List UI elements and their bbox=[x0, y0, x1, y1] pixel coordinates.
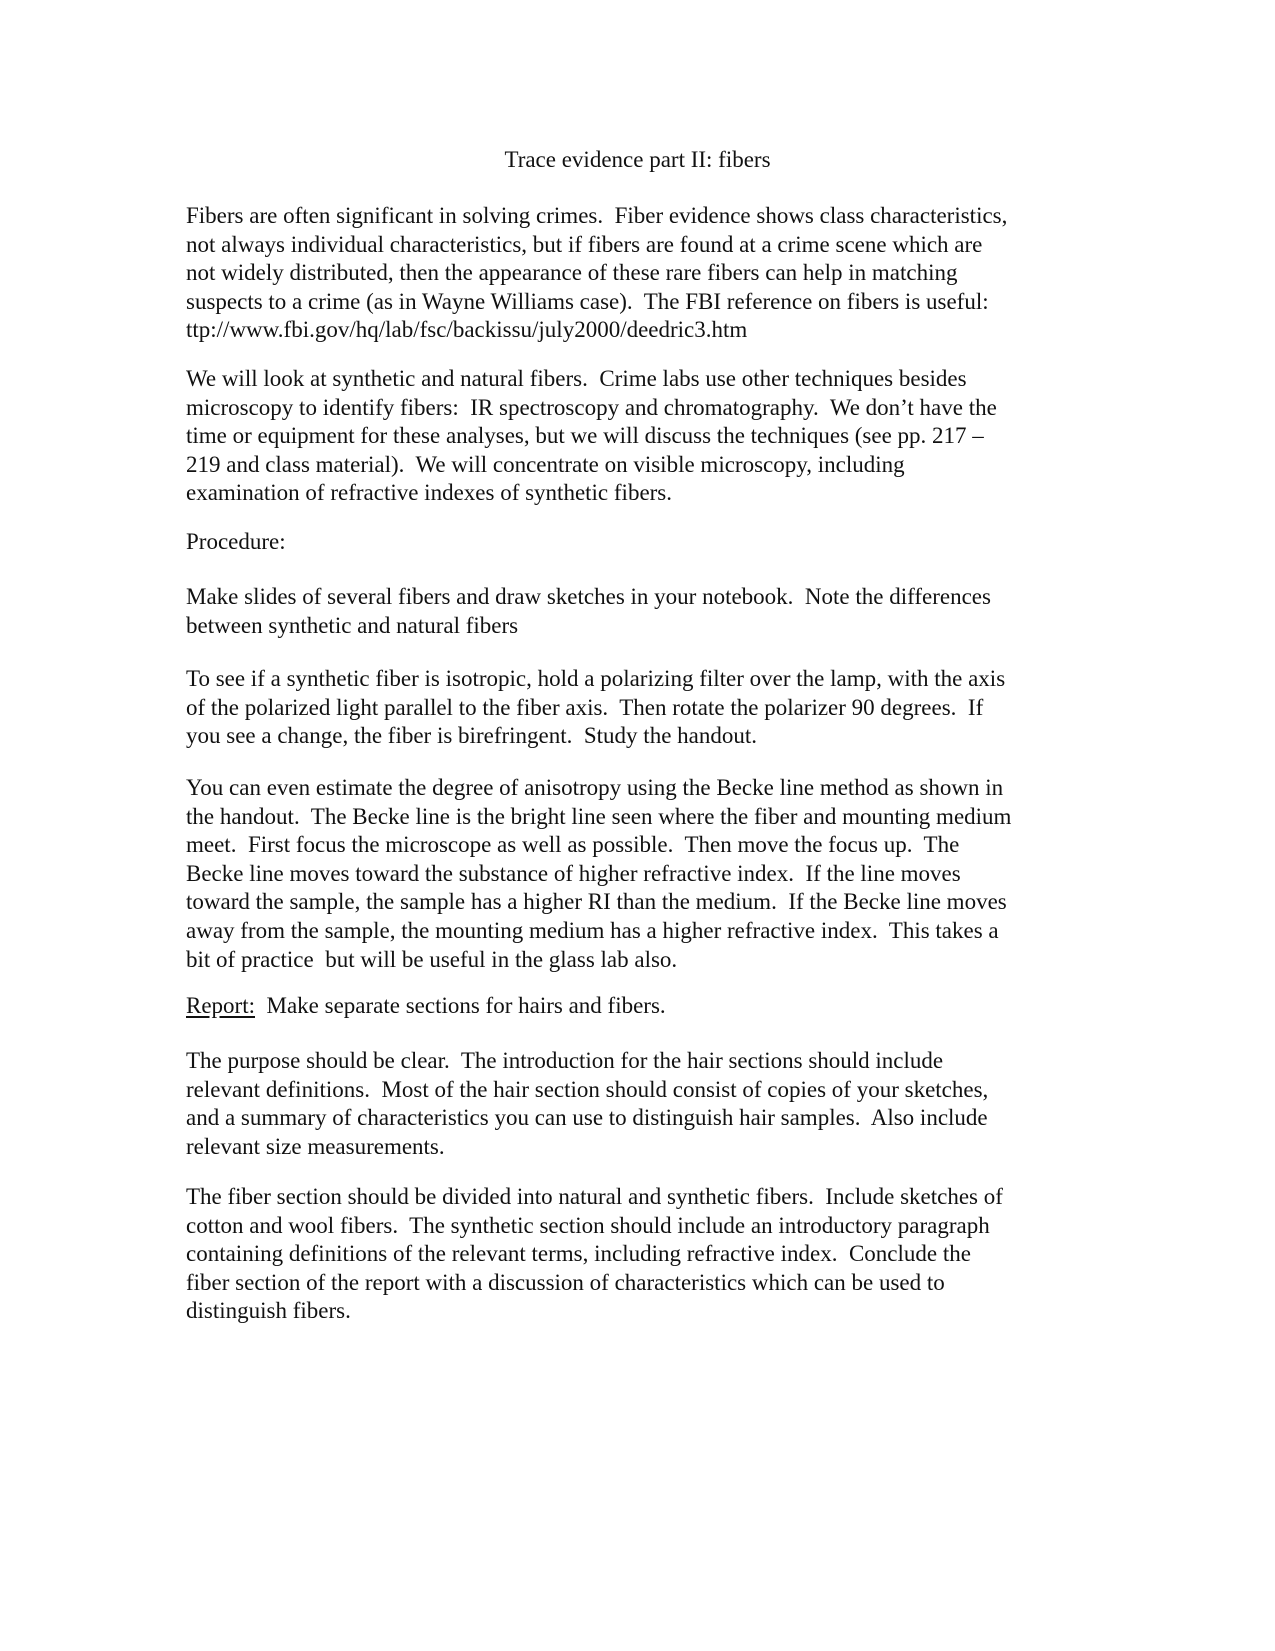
intro-paragraph bbox=[186, 202, 1007, 345]
paragraph-line: You can even estimate the degree of anisotropy using the Becke line method as shown in bbox=[186, 775, 1004, 800]
paragraph-line: of the polarized light parallel to the fiber axis. Then rotate the polarizer 90 degrees. If bbox=[186, 694, 984, 720]
polarizer-paragraph bbox=[186, 665, 1005, 751]
report-label: Report: bbox=[186, 993, 255, 1018]
report-text: Make separate sections for hairs and fibers. bbox=[255, 993, 666, 1018]
purpose-paragraph bbox=[186, 1047, 988, 1161]
paragraph-line: relevant definitions. Most of the hair section should consist of copies of your sketches, bbox=[186, 1076, 989, 1102]
paragraph-line: the handout. The Becke line is the bright line seen where the fiber and mounting medium bbox=[186, 803, 1012, 829]
paragraph-line: The fiber section should be divided into natural and synthetic fibers. Include sketches of bbox=[186, 1184, 1003, 1209]
report-paragraph bbox=[186, 992, 666, 1021]
paragraph-line: not widely distributed, then the appearance of these rare fibers can help in matching bbox=[186, 260, 958, 286]
paragraph-line: and a summary of characteristics you can use to distinguish hair samples. Also include bbox=[186, 1105, 988, 1131]
paragraph-line: suspects to a crime (as in Wayne Williams case). The FBI reference on fibers is useful: bbox=[186, 288, 989, 314]
procedure-heading: Procedure: bbox=[186, 529, 286, 554]
reference-url: ttp://www.fbi.gov/hq/lab/fsc/backissu/july2000/deedric3.htm bbox=[186, 317, 748, 343]
paragraph-line: distinguish fibers. bbox=[186, 1298, 351, 1324]
methods-paragraph bbox=[186, 365, 997, 508]
paragraph-line: Becke line moves toward the substance of higher refractive index. If the line moves bbox=[186, 860, 961, 886]
paragraph-line: microscopy to identify fibers: IR spectroscopy and chromatography. We don’t have the bbox=[186, 394, 997, 420]
paragraph-line: between synthetic and natural fibers bbox=[186, 612, 519, 638]
paragraph-line: meet. First focus the microscope as well as possible. Then move the focus up. The bbox=[186, 832, 960, 858]
fiber-section-paragraph bbox=[186, 1183, 1003, 1326]
paragraph-line: bit of practice but will be useful in the glass lab also. bbox=[186, 946, 678, 972]
paragraph-line: To see if a synthetic fiber is isotropic, hold a polarizing filter over the lamp, with the axis bbox=[186, 666, 1006, 691]
document-title: Trace evidence part II: fibers bbox=[504, 147, 771, 172]
paragraph-line: fiber section of the report with a discussion of characteristics which can be used to bbox=[186, 1269, 945, 1295]
slides-paragraph bbox=[186, 583, 991, 640]
paragraph-line: time or equipment for these analyses, but we will discuss the techniques (see pp. 217 – bbox=[186, 423, 984, 449]
paragraph-line: examination of refractive indexes of synthetic fibers. bbox=[186, 480, 673, 506]
paragraph-line: you see a change, the fiber is birefringent. Study the handout. bbox=[186, 723, 758, 749]
paragraph-line: cotton and wool fibers. The synthetic section should include an introductory paragraph bbox=[186, 1212, 990, 1238]
paragraph-line: toward the sample, the sample has a higher RI than the medium. If the Becke line moves bbox=[186, 889, 1007, 915]
paragraph-line: away from the sample, the mounting medium has a higher refractive index. This takes a bbox=[186, 917, 999, 943]
paragraph-line: Make slides of several fibers and draw sketches in your notebook. Note the differences bbox=[186, 584, 991, 609]
paragraph-line: containing definitions of the relevant terms, including refractive index. Conclude the bbox=[186, 1241, 971, 1267]
paragraph-line: We will look at synthetic and natural fibers. Crime labs use other techniques besides bbox=[186, 366, 967, 391]
paragraph-line: Fibers are often significant in solving crimes. Fiber evidence shows class characteristics, bbox=[186, 203, 1008, 228]
paragraph-line: not always individual characteristics, but if fibers are found at a crime scene which are bbox=[186, 231, 983, 257]
paragraph-line: 219 and class material). We will concentrate on visible microscopy, including bbox=[186, 451, 905, 477]
becke-line-paragraph bbox=[186, 774, 1011, 974]
paragraph-line: The purpose should be clear. The introduction for the hair sections should include bbox=[186, 1048, 944, 1073]
paragraph-line: relevant size measurements. bbox=[186, 1133, 445, 1159]
